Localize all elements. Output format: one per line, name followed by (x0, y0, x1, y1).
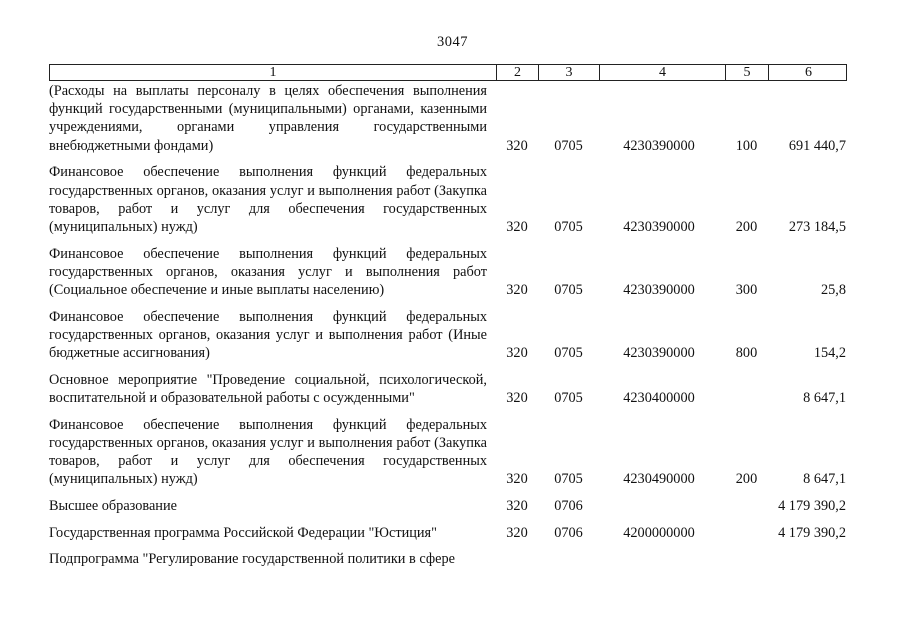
table-row (49, 371, 847, 407)
row-target-code: 4230390000 (623, 345, 695, 362)
table-body (49, 82, 847, 577)
row-target-code: 4230400000 (623, 390, 695, 407)
row-amount: 8 647,1 (803, 471, 846, 488)
row-expense-type: 100 (735, 137, 758, 154)
row-expense-type: 300 (735, 282, 758, 299)
row-target-code: 4230390000 (623, 282, 695, 299)
row-amount: 154,2 (813, 345, 846, 362)
row-ministry-code: 320 (506, 498, 528, 515)
row-ministry-code: 320 (506, 137, 528, 154)
table-row (49, 308, 847, 363)
row-description: Финансовое обеспечение выполнения функций федеральных государственных органов, оказания услуг и выполнения работ (Закупка товаров, работ и услуг для обеспечения государственных (муниципальных) нужд) (49, 416, 487, 488)
row-description: Финансовое обеспечение выполнения функций федеральных государственных органов, оказания услуг и выполнения работ (Закупка товаров, работ и услуг для обеспечения государственных (муниципальных) нужд) (49, 164, 487, 235)
table-row (49, 245, 847, 300)
header-col-5: 5 (726, 65, 769, 80)
header-col-2: 2 (497, 65, 539, 80)
row-description: Подпрограмма "Регулирование государственной политики в сфере (49, 551, 455, 568)
header-col-4: 4 (600, 65, 726, 80)
header-col-6: 6 (805, 65, 812, 80)
row-ministry-code: 320 (506, 390, 528, 407)
row-section-code: 0705 (554, 137, 583, 154)
row-ministry-code: 320 (506, 282, 528, 299)
row-section-code: 0705 (554, 345, 583, 362)
table-row (49, 497, 847, 515)
row-target-code: 4230390000 (623, 137, 695, 154)
row-ministry-code: 320 (506, 218, 528, 235)
row-amount: 25,8 (820, 282, 846, 299)
row-section-code: 0705 (554, 218, 583, 235)
table-row (49, 82, 847, 155)
row-expense-type: 200 (735, 218, 758, 235)
page-number: 3047 (437, 34, 468, 50)
row-description: Финансовое обеспечение выполнения функций федеральных государственных органов, оказания услуг и выполнения работ (Социальное обеспечение и иные выплаты населению) (49, 245, 487, 299)
table-row (49, 524, 847, 542)
row-expense-type: 800 (735, 345, 758, 362)
row-target-code: 4230490000 (623, 471, 695, 488)
table-header (49, 64, 847, 81)
row-section-code: 0705 (554, 471, 583, 488)
row-section-code: 0705 (554, 390, 583, 407)
row-description: (Расходы на выплаты персоналу в целях обеспечения выполнения функций государственными (муниципальными) органами, казенными учреждениями, органами управления государственными внебюджетными фондами) (49, 83, 487, 154)
row-target-code: 4200000000 (623, 524, 695, 541)
row-amount: 273 184,5 (788, 218, 846, 235)
row-section-code: 0706 (554, 498, 583, 515)
header-col-1: 1 (50, 65, 497, 80)
row-amount: 691 440,7 (788, 137, 846, 154)
row-amount: 4 179 390,2 (778, 498, 846, 515)
row-ministry-code: 320 (506, 524, 528, 541)
row-ministry-code: 320 (506, 471, 528, 488)
row-description: Финансовое обеспечение выполнения функций федеральных государственных органов, оказания услуг и выполнения работ (Иные бюджетные ассигнования) (49, 308, 487, 362)
row-ministry-code: 320 (506, 345, 528, 362)
row-section-code: 0705 (554, 282, 583, 299)
table-row (49, 416, 847, 489)
row-target-code: 4230390000 (623, 218, 695, 235)
table-row (49, 163, 847, 236)
row-description: Государственная программа Российской Федерации "Юстиция" (49, 524, 437, 541)
row-amount: 4 179 390,2 (778, 524, 846, 541)
table-row (49, 550, 847, 568)
row-description: Основное мероприятие "Проведение социальной, психологической, воспитательной и образовательной работы с осужденными" (49, 371, 487, 407)
header-col-3: 3 (539, 65, 600, 80)
row-section-code: 0706 (554, 524, 583, 541)
row-description: Высшее образование (49, 498, 177, 515)
row-expense-type: 200 (735, 471, 758, 488)
row-amount: 8 647,1 (803, 390, 846, 407)
